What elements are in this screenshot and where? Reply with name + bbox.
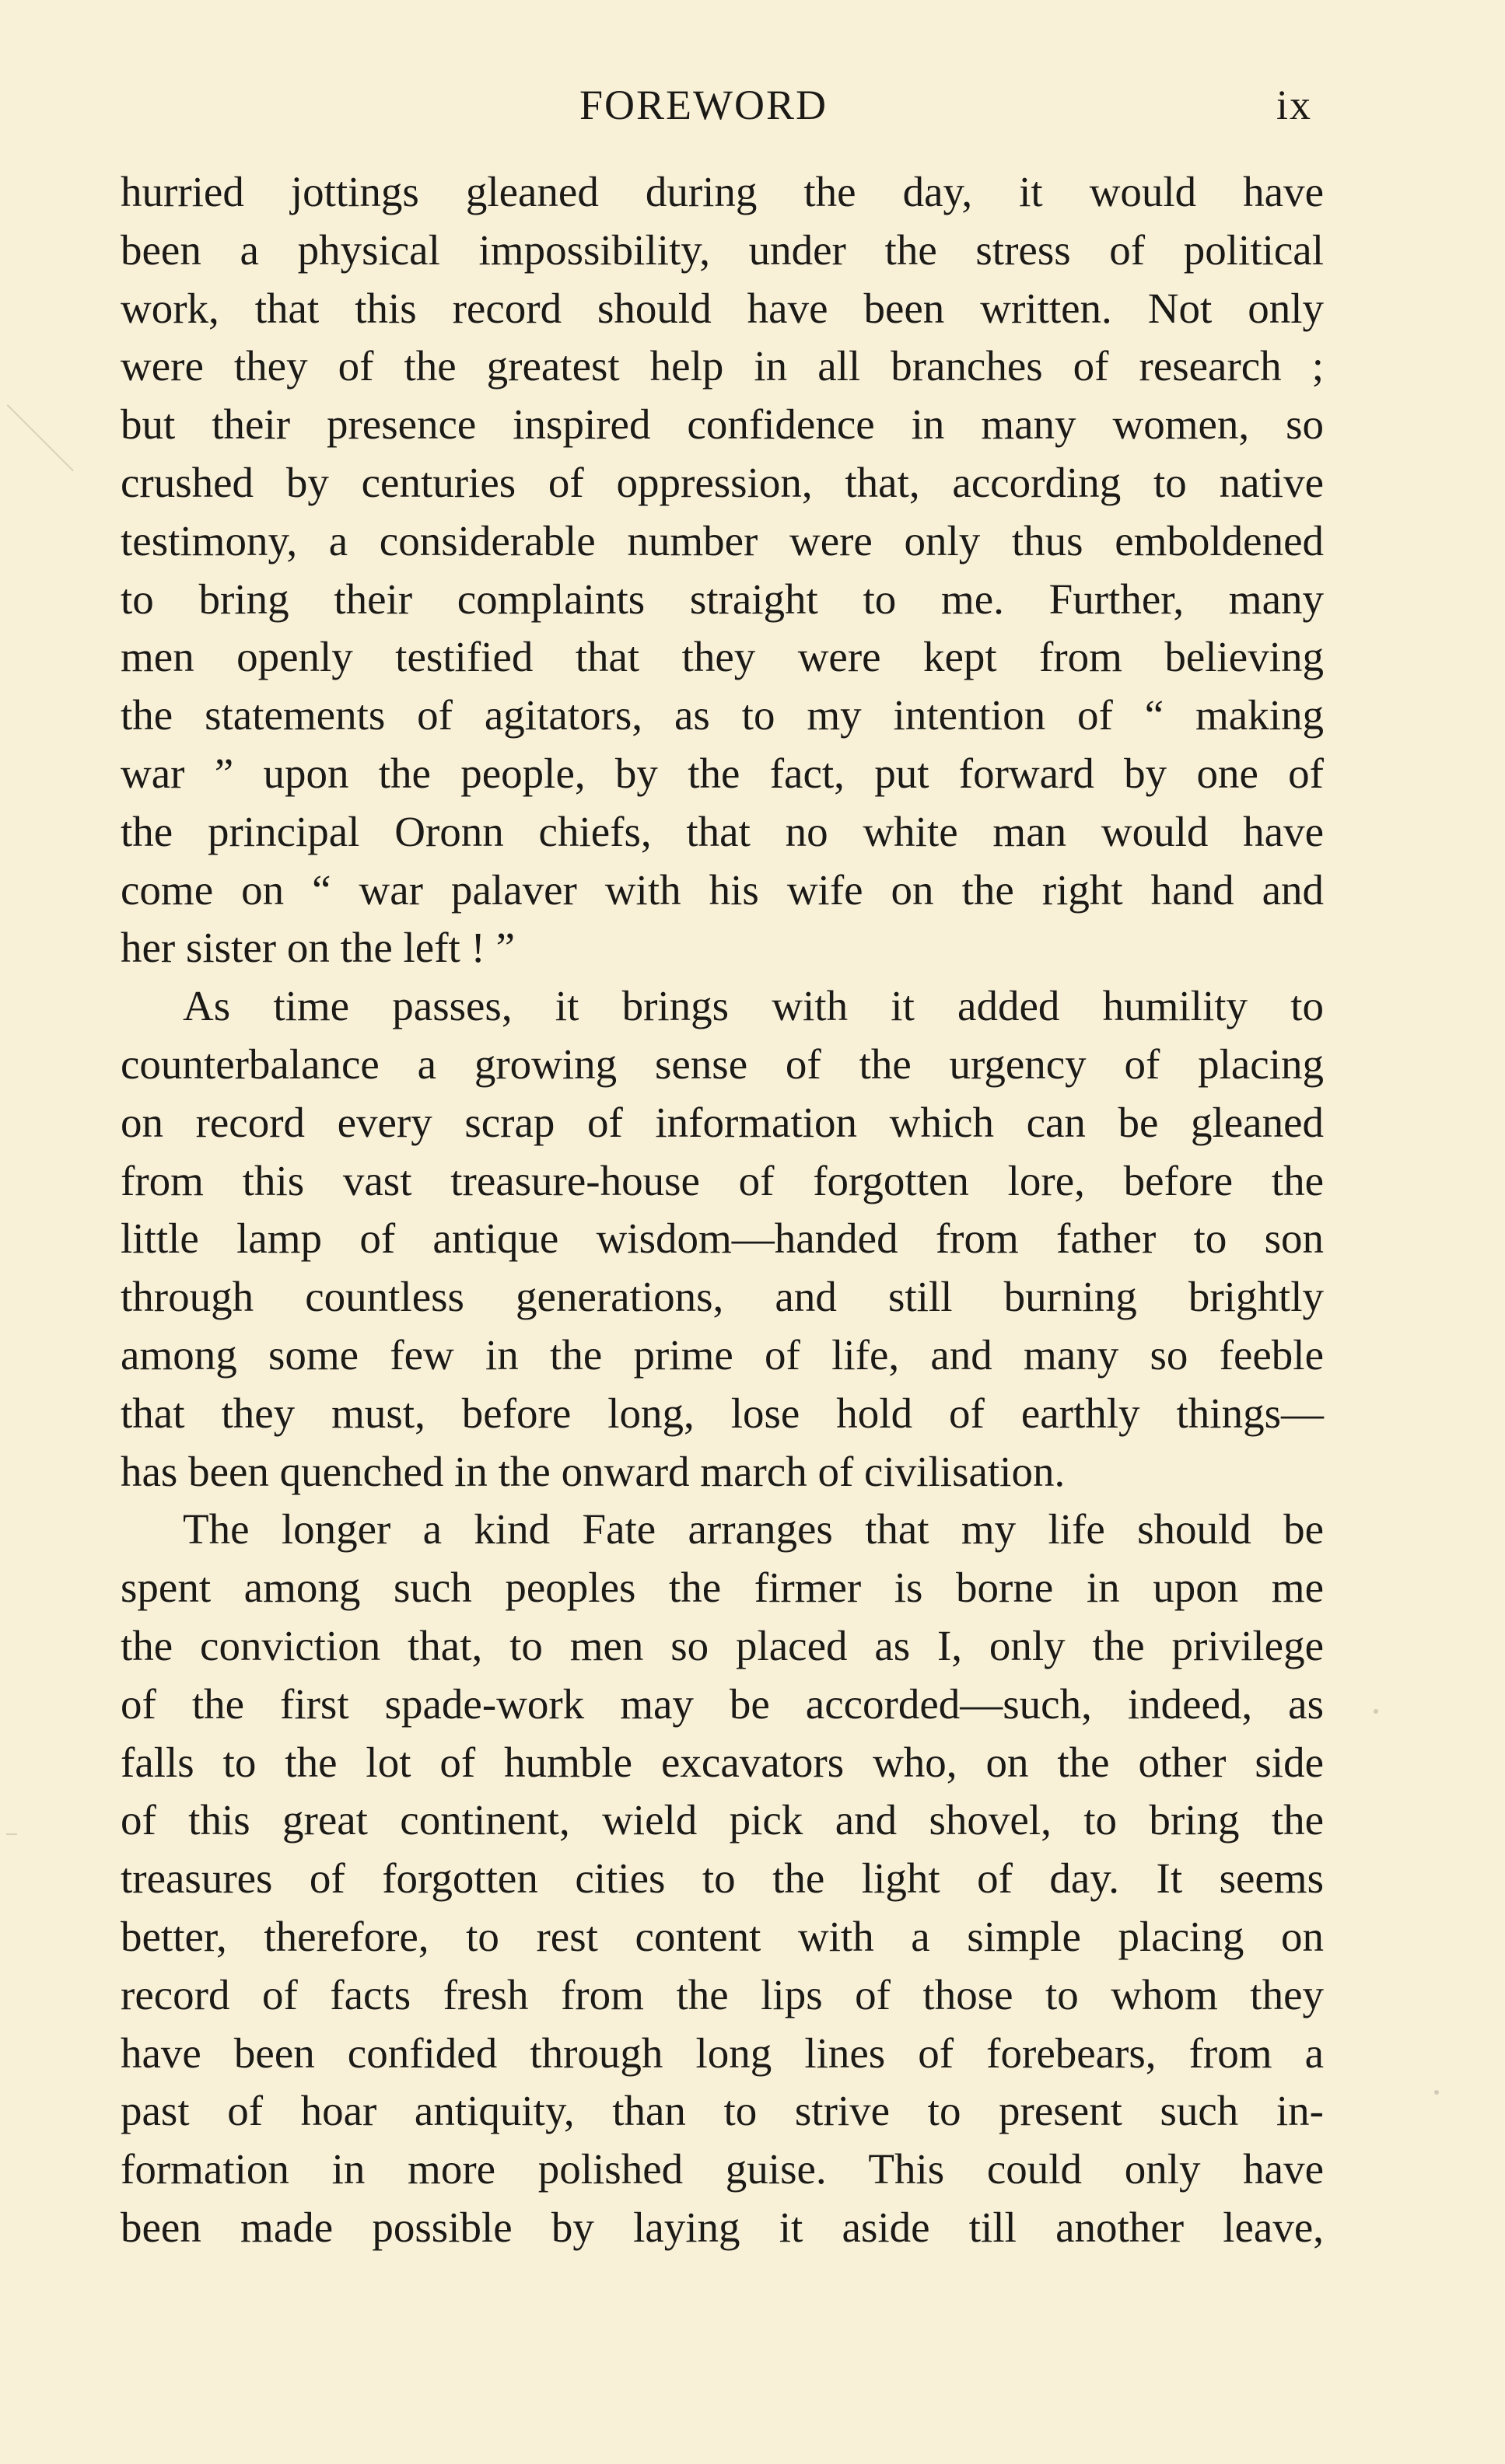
text-line: come on “ war palaver with his wife on the right hand and [121,865,1324,914]
text-line: through countless generations, and still burning brightly [121,1273,1324,1321]
text-line: on record every scrap of information which can be gleaned [121,1098,1324,1146]
text-line: record of facts fresh from the lips of those to whom they [121,1970,1324,2018]
text-line: formation in more polished guise. This could only have [121,2145,1324,2193]
text-line: falls to the lot of humble excavators who, on the other side [121,1738,1324,1786]
text-line: treasures of forgotten cities to the light of day. It seems [121,1854,1324,1903]
text-line: testimony, a considerable number were only thus emboldened [121,516,1324,564]
text-line: little lamp of antique wisdom—handed from father to son [121,1215,1324,1263]
text-line: As time passes, it brings with it added humility to [183,982,1324,1030]
text-line: better, therefore, to rest content with a simple placing on [121,1912,1324,1960]
text-line: past of hoar antiquity, than to strive to present such in- [121,2087,1324,2135]
running-title: FOREWORD [579,82,828,128]
text-line: counterbalance a growing sense of the urgency of placing [121,1040,1324,1088]
body-text [121,163,1324,2257]
margin-dot [1374,1709,1378,1714]
text-line: The longer a kind Fate arranges that my life should be [183,1505,1324,1554]
text-line: hurried jottings gleaned during the day, it would have [121,168,1324,215]
margin-dot [1434,2090,1439,2095]
text-line: of the first spade-work may be accorded—such, indeed, as [121,1679,1324,1728]
text-line: war ” upon the people, by the fact, put forward by one of [121,749,1324,797]
text-line: been made possible by laying it aside till another leave, [121,2203,1324,2251]
page-number: ix [1276,82,1313,128]
text-line: crushed by centuries of oppression, that, according to native [121,458,1324,506]
text-line: among some few in the prime of life, and many so feeble [121,1330,1324,1379]
text-line: that they must, before long, lose hold of earthly things— [121,1389,1324,1437]
running-header [0,81,1505,135]
text-line: from this vast treasure-house of forgotten lore, before the [121,1156,1324,1204]
text-line: the statements of agitators, as to my intention of “ making [121,691,1324,739]
text-line: men openly testified that they were kept from believing [121,633,1324,681]
text-line: work, that this record should have been written. Not only [121,284,1324,332]
text-line: her sister on the left ! ” [121,924,516,972]
text-line: been a physical impossibility, under the stress of political [121,225,1324,274]
text-line: the principal Oronn chiefs, that no white man would have [121,807,1324,855]
text-line: the conviction that, to men so placed as I, only the privilege [121,1621,1324,1669]
text-line: spent among such peoples the firmer is borne in upon me [121,1564,1324,1612]
text-line: but their presence inspired confidence in many women, so [121,400,1324,449]
text-line: to bring their complaints straight to me. Further, many [121,575,1324,623]
margin-scan-mark [7,404,74,471]
text-line: of this great continent, wield pick and shovel, to bring the [121,1796,1324,1844]
text-line: has been quenched in the onward march of civilisation. [121,1447,1066,1495]
text-line: were they of the greatest help in all branches of research ; [121,342,1324,390]
text-line: have been confided through long lines of forebears, from a [121,2029,1324,2077]
margin-dash [6,1833,17,1835]
